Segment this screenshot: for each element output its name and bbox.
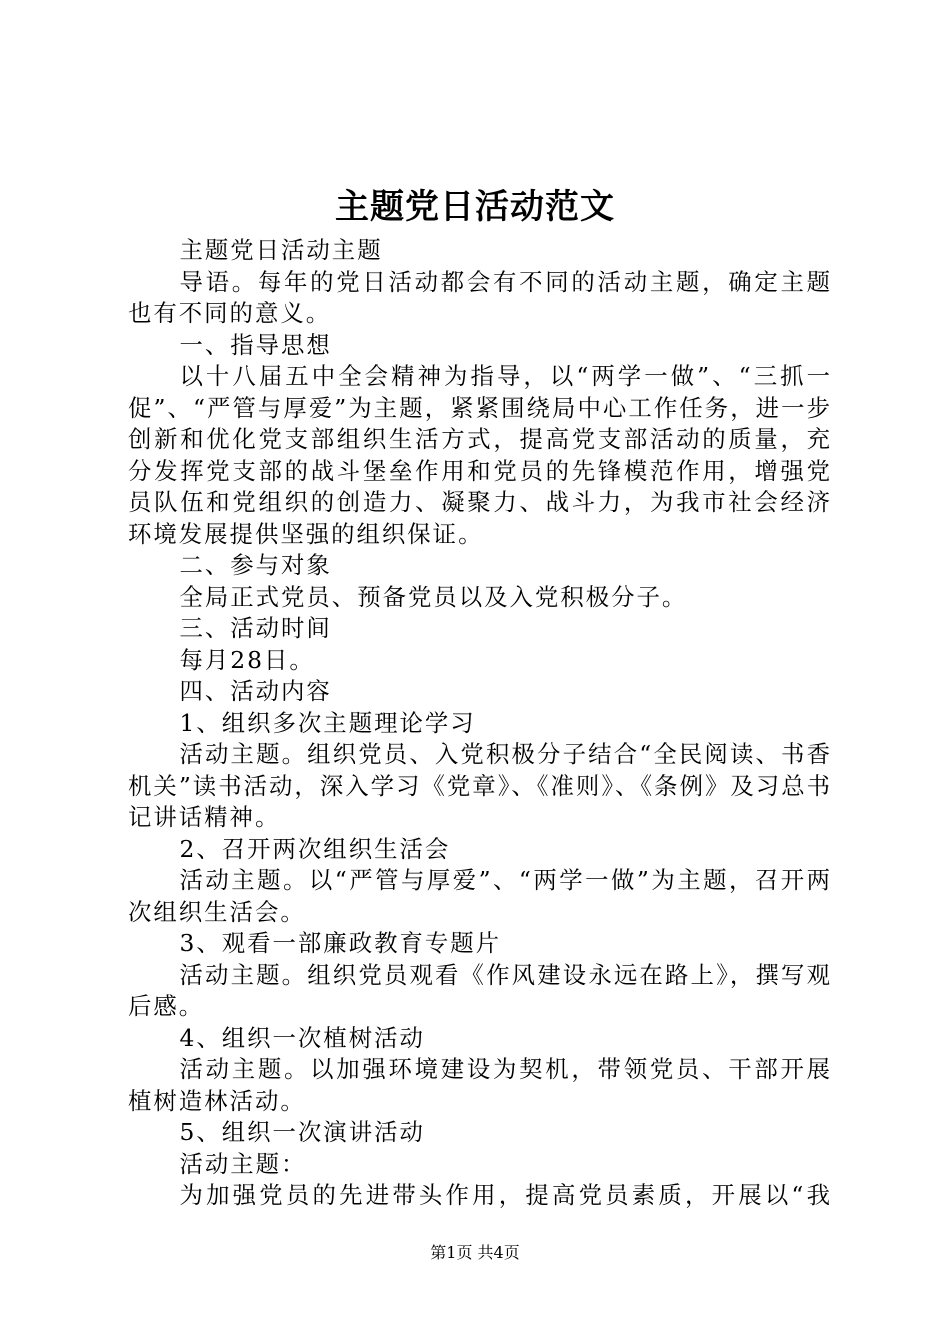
paragraph-organization-meeting: 活动主题。以“严管与厚爱”、“两学一做”为主题，召开两次组织生活会。 [128,866,832,926]
paragraph-activity-time: 每月28日。 [179,645,315,674]
paragraph-intro: 导语。每年的党日活动都会有不同的活动主题，确定主题也有不同的意义。 [128,267,832,327]
section-heading-participants: 二、参与对象 [179,551,332,579]
subheading-speech-activity: 5、组织一次演讲活动 [179,1118,425,1146]
section-heading-activity-content: 四、活动内容 [179,677,332,705]
paragraph-speech-theme-label: 活动主题： [179,1149,307,1178]
section-heading-guiding-ideology: 一、指导思想 [179,330,332,359]
subheading-tree-planting: 4、组织一次植树活动 [179,1023,425,1052]
subheading-integrity-film: 3、观看一部廉政教育专题片 [179,929,502,957]
paragraph-theory-study: 活动主题。组织党员、入党积极分子结合“全民阅读、书香机关”读书活动，深入学习《党章》、《准则》、《条例》及习总书记讲话精神。 [128,740,832,831]
page-footer: 第1页 共4页 [430,1243,520,1262]
subheading-theory-study: 1、组织多次主题理论学习 [179,708,476,737]
document-title: 主题党日活动范文 [335,187,615,227]
paragraph-tree-planting: 活动主题。以加强环境建设为契机，带领党员、干部开展植树造林活动。 [128,1055,832,1115]
section-heading-activity-time: 三、活动时间 [179,614,332,642]
paragraph-integrity-film: 活动主题。组织党员观看《作风建设永远在路上》，撰写观后感。 [128,960,832,1020]
subheading-organization-meeting: 2、召开两次组织生活会 [179,834,451,863]
paragraph-participants: 全局正式党员、预备党员以及入党积极分子。 [179,582,688,611]
paragraph-speech-description: 为加强党员的先进带头作用，提高党员素质，开展以“我 [179,1181,832,1209]
paragraph-guiding-ideology: 以十八届五中全会精神为指导，以“两学一做”、“三抓一促”、“严管与厚爱”为主题，紧紧围绕局中心工作任务，进一步创新和优化党支部组织生活方式，提高党支部活动的质量，充分发挥党支部的战斗堡垒作用和党员的先锋模范作用，增强党员队伍和党组织的创造力、凝聚力、战斗力，为我市社会经济环境发展提供坚强的组织保证。 [128,362,832,548]
document-body [128,235,832,1212]
paragraph-theme-heading: 主题党日活动主题 [179,236,383,264]
